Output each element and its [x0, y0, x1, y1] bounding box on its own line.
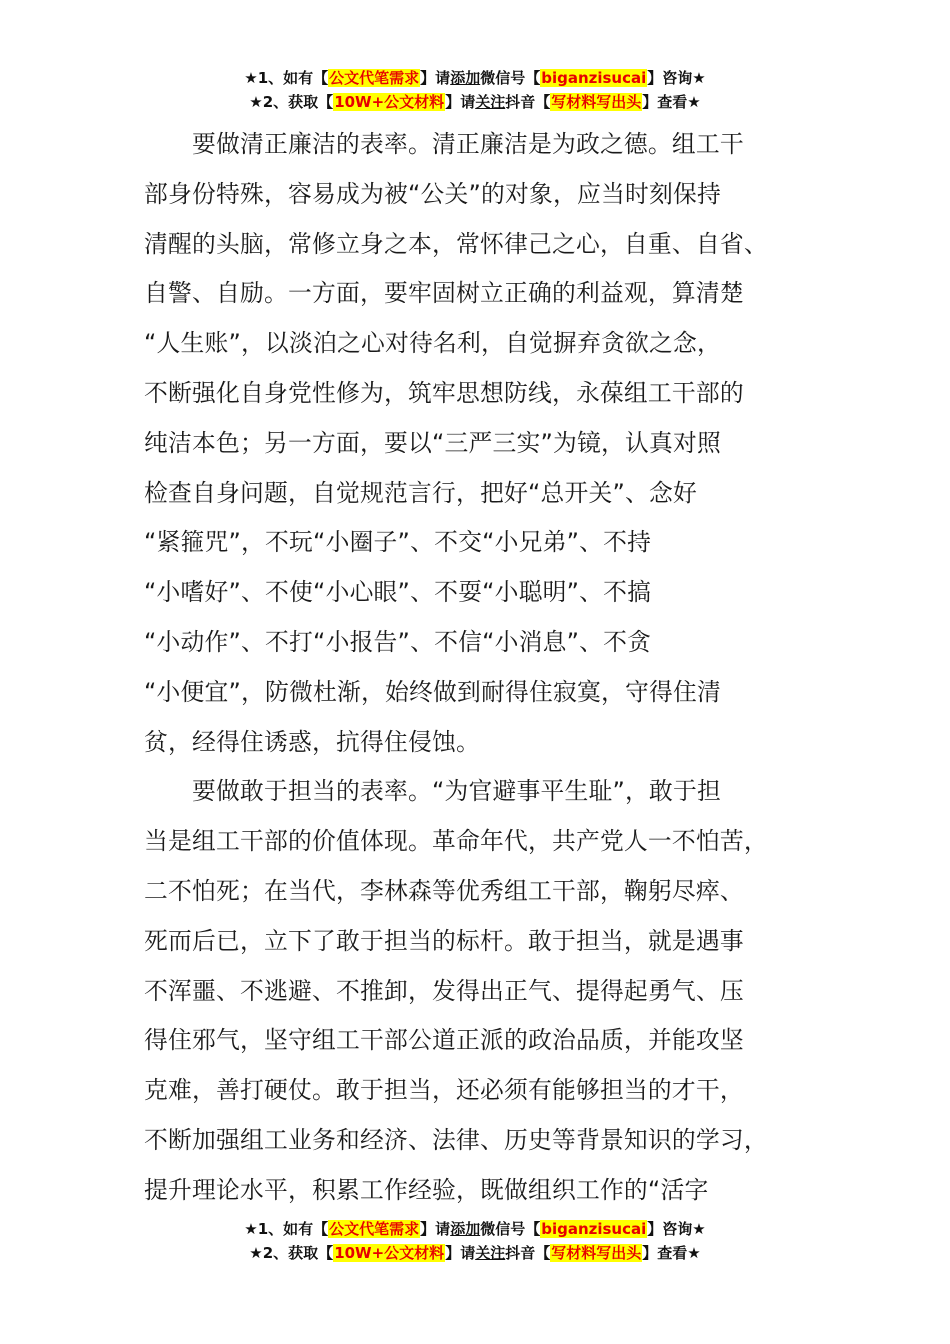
paragraph-integrity	[144, 120, 810, 767]
text-line: 要做清正廉洁的表率。清正廉洁是为政之德。组工干	[144, 130, 744, 158]
text-line: 贫，经得住诱惑，抗得住侵蚀。	[144, 727, 480, 756]
highlight-wechat-id: biganzisucai	[541, 1220, 647, 1238]
banner-underlined-text: 关注	[475, 1244, 506, 1262]
highlight-writing-service: 公文代笔需求	[329, 1220, 420, 1238]
text-line: 清醒的头脑，常修立身之本，常怀律己之心，自重、自省、	[144, 229, 768, 258]
text-line: 二不怕死；在当代，李林森等优秀组工干部，鞠躬尽瘁、	[144, 876, 744, 905]
text-line: “小动作”、不打“小报告”、不信“小消息”、不贪	[144, 627, 652, 656]
paragraph-responsibility	[144, 767, 810, 1215]
text-line: 部身份特殊，容易成为被“公关”的对象，应当时刻保持	[144, 179, 721, 208]
text-line: 自警、自励。一方面，要牢固树立正确的利益观，算清楚	[144, 279, 744, 308]
banner-underlined-text: 关注	[475, 93, 506, 111]
banner-text: 】请	[445, 1244, 476, 1262]
banner-underlined-text: 添加	[450, 69, 481, 87]
document-body	[144, 120, 810, 1216]
text-line: “小便宜”，防微杜渐，始终做到耐得住寂寞，守得住清	[144, 677, 721, 706]
banner-text: ★2、获取【	[249, 93, 334, 111]
banner-text: 】咨询★	[647, 1220, 706, 1238]
text-line: 检查自身问题，自觉规范言行，把好“总开关”、念好	[144, 478, 697, 507]
text-line: 得住邪气，坚守组工干部公道正派的政治品质，并能攻坚	[144, 1026, 744, 1055]
text-line: 纯洁本色；另一方面，要以“三严三实”为镜，认真对照	[144, 428, 721, 457]
text-line: 提升理论水平，积累工作经验，既做组织工作的“活字	[144, 1175, 709, 1204]
highlight-douyin-account: 写材料写出头	[551, 1244, 642, 1262]
header-banner	[0, 66, 950, 114]
banner-text: 微信号【	[480, 69, 541, 87]
banner-text: 】查看★	[642, 1244, 701, 1262]
banner-text: ★1、如有【	[244, 69, 329, 87]
text-line: 死而后已，立下了敢于担当的标杆。敢于担当，就是遇事	[144, 926, 744, 955]
text-line: “人生账”，以淡泊之心对待名利，自觉摒弃贪欲之念，	[144, 329, 721, 358]
footer-banner	[0, 1217, 950, 1265]
highlight-wechat-id: biganzisucai	[541, 69, 647, 87]
text-line: “小嗜好”、不使“小心眼”、不耍“小聪明”、不搞	[144, 578, 652, 607]
text-line: “紧箍咒”，不玩“小圈子”、不交“小兄弟”、不持	[144, 528, 652, 557]
highlight-materials: 10W+公文材料	[334, 93, 445, 111]
banner-line-2	[0, 1241, 950, 1265]
banner-text: ★1、如有【	[244, 1220, 329, 1238]
banner-text: 】查看★	[642, 93, 701, 111]
text-line: 克难，善打硬仗。敢于担当，还必须有能够担当的才干，	[144, 1076, 744, 1105]
banner-text: 】请	[445, 93, 476, 111]
banner-line-1	[0, 66, 950, 90]
highlight-writing-service: 公文代笔需求	[329, 69, 420, 87]
highlight-materials: 10W+公文材料	[334, 1244, 445, 1262]
banner-text: 微信号【	[480, 1220, 541, 1238]
banner-line-2	[0, 90, 950, 114]
banner-underlined-text: 添加	[450, 1220, 481, 1238]
banner-text: 抖音【	[505, 93, 551, 111]
banner-line-1	[0, 1217, 950, 1241]
text-line: 不断强化自身党性修为，筑牢思想防线，永葆组工干部的	[144, 378, 744, 407]
text-line: 当是组工干部的价值体现。革命年代，共产党人一不怕苦，	[144, 827, 768, 856]
banner-text: 】请	[420, 69, 451, 87]
text-line: 不浑噩、不逃避、不推卸，发得出正气、提得起勇气、压	[144, 976, 744, 1005]
banner-text: 】请	[420, 1220, 451, 1238]
text-line: 要做敢于担当的表率。“为官避事平生耻”，敢于担	[144, 777, 721, 806]
banner-text: 抖音【	[505, 1244, 551, 1262]
banner-text: 】咨询★	[647, 69, 706, 87]
banner-text: ★2、获取【	[249, 1244, 334, 1262]
text-line: 不断加强组工业务和经济、法律、历史等背景知识的学习，	[144, 1125, 768, 1154]
highlight-douyin-account: 写材料写出头	[551, 93, 642, 111]
